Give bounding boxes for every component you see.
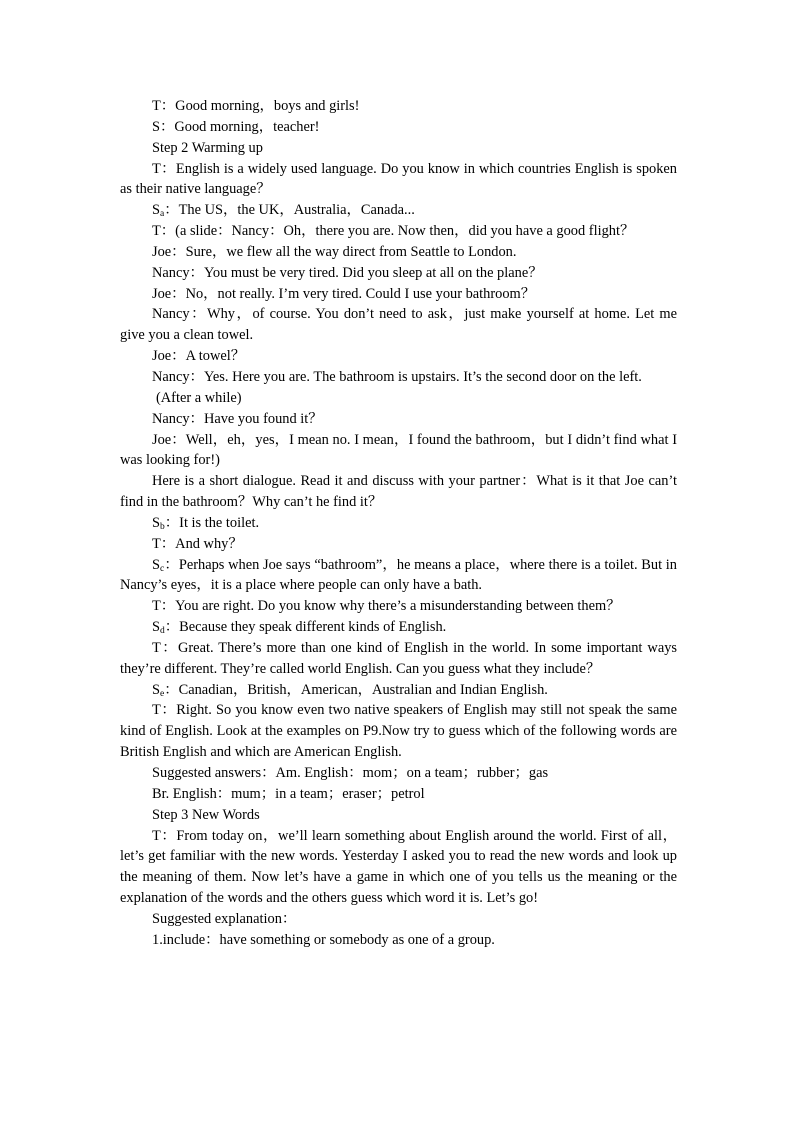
paragraph-text: Here is a short dialogue. Read it and discuss with your partner：What is it that Joe can’t find in the bathroom？Why can’t he find it？ [120,473,677,511]
paragraph-text: Joe：Well，eh，yes，I mean no. I mean，I found the bathroom，but I didn’t find what I was looking for!) [120,431,677,469]
paragraph [120,638,677,680]
paragraph-text: T：From today on，we’ll learn something about English around the world. First of all，let’s get familiar with the new words. Yesterday I asked you to read the new words and look up the meaning of them. Now let’s have a game in which one of you tells us the meaning or the explanation of the words and the others guess which word it is. Let’s go! [120,827,677,907]
paragraph [120,513,677,534]
paragraph-text: Step 2 Warming up [152,139,263,156]
speaker-label: S [152,514,161,531]
paragraph-text: T：Good morning，boys and girls! [152,98,360,114]
paragraph-text: T：Great. There’s more than one kind of English in the world. In some important ways they’re different. They’re called world English. Can you guess what they include？ [120,639,677,677]
paragraph-text: (After a while) [156,389,242,406]
paragraph-text: Nancy：Have you found it？ [152,410,323,427]
paragraph-text: T：English is a widely used language. Do you know in which countries English is spoken as their native language？ [120,160,677,198]
paragraph [120,117,677,138]
paragraph [120,826,677,909]
paragraph [120,242,677,263]
paragraph-text: T：You are right. Do you know why there’s a misunderstanding between them？ [152,598,621,615]
paragraph-text: ：The US，the UK，Australia，Canada... [164,202,415,219]
paragraph [120,263,677,284]
paragraph-text: Nancy：Why，of course. You don’t need to ask，just make yourself at home. Let me give you a clean towel. [120,306,677,344]
speaker-subscript: e [160,688,165,699]
paragraph [120,388,677,409]
paragraph [120,471,677,513]
speaker-subscript: d [160,626,165,637]
paragraph-text: Joe：A towel？ [152,348,246,365]
paragraph [120,805,677,826]
paragraph-text: ：Perhaps when Joe says “bathroom”，he means a place，where there is a toilet. But in Nancy’s eyes，it is a place where people can only have a bath. [120,556,677,594]
paragraph-text: Nancy：Yes. Here you are. The bathroom is upstairs. It’s the second door on the left. [152,368,642,385]
paragraph [120,909,677,930]
paragraph-text: T：Right. So you know even two native speakers of English may still not speak the same kind of English. Look at the examples on P9.Now try to guess which of the following words are British English and which are American English. [120,702,677,761]
paragraph [120,534,677,555]
paragraph [120,284,677,305]
paragraph-text: Joe：No，not really. I’m very tired. Could I use your bathroom？ [152,285,536,302]
speaker-label: S [152,556,161,573]
speaker-label: S [152,619,161,636]
speaker-subscript: a [160,209,165,220]
paragraph-text: T：And why？ [152,535,243,552]
paragraph [120,700,677,763]
paragraph-text: Suggested explanation： [152,910,297,927]
speaker-label: S [152,681,161,698]
paragraph [120,555,677,597]
paragraph-text: Suggested answers：Am. English：mom；on a team；rubber；gas [152,765,549,781]
paragraph [120,680,677,701]
paragraph [120,138,677,159]
paragraph-text: Step 3 New Words [152,806,260,823]
paragraph-text: Joe：Sure，we flew all the way direct from Seattle to London. [152,243,517,260]
paragraph [120,784,677,805]
paragraph [120,617,677,638]
paragraph [120,430,677,472]
speaker-label: S [152,202,161,219]
paragraph-text: ：It is the toilet. [164,514,260,531]
paragraph-text: Nancy：You must be very tired. Did you sleep at all on the plane？ [152,264,543,281]
paragraph-text: 1.include：have something or somebody as one of a group. [152,931,495,948]
paragraph [120,409,677,430]
paragraph [120,346,677,367]
speaker-subscript: c [160,563,165,574]
paragraph-text: T：(a slide：Nancy：Oh，there you are. Now then，did you have a good flight？ [152,223,635,240]
speaker-subscript: b [160,521,165,532]
paragraph [120,304,677,346]
document-page [120,96,677,951]
paragraph [120,930,677,951]
paragraph [120,159,677,201]
paragraph [120,221,677,242]
paragraph [120,200,677,221]
paragraph-text: Br. English：mum；in a team；eraser；petrol [152,785,425,802]
paragraph [120,763,677,784]
paragraph-text: ：Because they speak different kinds of English. [164,619,447,636]
paragraph [120,96,677,117]
paragraph-text: S：Good morning，teacher! [152,118,320,135]
paragraph-text: ：Canadian，British，American，Australian and Indian English. [164,681,548,698]
paragraph [120,596,677,617]
paragraph [120,367,677,388]
